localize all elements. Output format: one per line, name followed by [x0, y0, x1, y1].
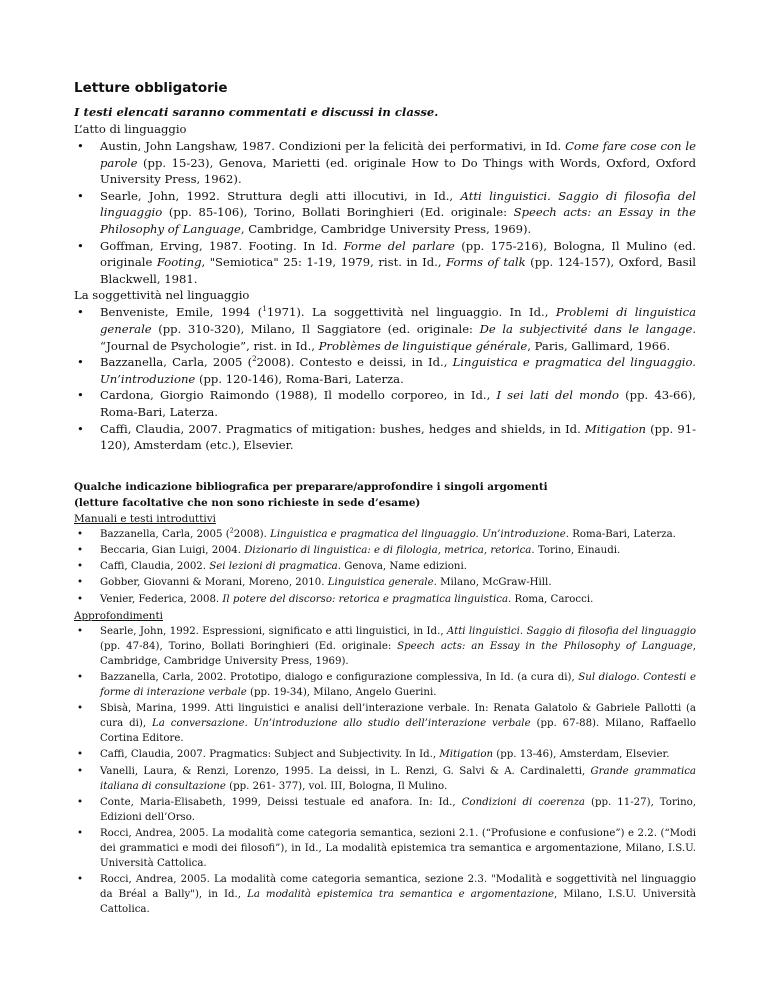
reference-text: Gobber, Giovanni & Morani, Moreno, 2010. — [100, 577, 328, 589]
reference-text: . Milano, McGraw-Hill. — [433, 577, 552, 589]
reference-text: . Genova, Name edizioni. — [337, 561, 467, 573]
reference-text: . Torino, Einaudi. — [531, 545, 621, 557]
reference-list — [74, 304, 696, 453]
reference-text: 1971). La soggettività nel linguaggio. In Id., — [266, 305, 556, 320]
italic-title: I sei lati del mondo — [496, 388, 619, 403]
reference-text: (pp. 13-46), Amsterdam, Elsevier. — [493, 749, 670, 761]
required-readings-section — [74, 80, 696, 454]
edition-superscript: 2 — [252, 354, 257, 364]
italic-title: Linguistica e pragmatica del linguaggio. Un’introduzione — [100, 355, 696, 386]
optional-readings-section — [74, 480, 696, 918]
reference-item — [74, 826, 696, 871]
reference-item — [74, 795, 696, 825]
italic-title: Mitigation — [584, 421, 646, 436]
italic-title: Linguistica generale — [327, 577, 434, 589]
reference-text: (pp. 85-106), Torino, Bollati Boringhieri (Ed. originale: — [162, 205, 514, 220]
reference-text: Benveniste, Emile, 1994 ( — [100, 305, 263, 320]
reference-list — [74, 624, 696, 918]
reference-item — [74, 527, 696, 542]
reference-text: Venier, Federica, 2008. — [100, 593, 223, 605]
italic-title: La conversazione. Un’introduzione allo studio dell’interazione verbale — [152, 718, 531, 730]
reference-text: Goffman, Erving, 1987. Footing. In Id. — [100, 238, 344, 253]
reference-item — [74, 701, 696, 746]
reference-text: Sbisà, Marina, 1999. Atti linguistici e analisi dell’interazione verbale. In: Renata Galatolo & Gabriele Pallotti (a cura di), — [100, 703, 696, 730]
reference-item — [74, 575, 696, 590]
reference-text: Beccaria, Gian Luigi, 2004. — [100, 545, 245, 557]
reference-item — [74, 138, 696, 188]
italic-title: Speech acts: an Essay in the Philosophy of Language — [397, 640, 693, 652]
reference-text: Bazzanella, Carla, 2005 ( — [100, 355, 253, 370]
reference-list — [74, 527, 696, 606]
reference-text: (pp. 43-66), Roma-Bari, Laterza. — [100, 388, 696, 419]
reference-text: (pp. 15-23), Genova, Marietti (ed. originale How to Do Things with Words, Oxford, Oxford University Press, 1962). — [100, 155, 696, 187]
italic-title: Atti linguistici. Saggio di filosofia del linguaggio — [100, 188, 696, 220]
italic-title: Come fare cose con le parole — [100, 139, 696, 170]
italic-title: Footing — [156, 255, 202, 270]
reference-text: (pp. 91-120), Amsterdam (etc.), Elsevier. — [100, 421, 696, 453]
reference-text: Searle, John, 1992. Struttura degli atti illocutivi, in Id., — [100, 188, 461, 203]
italic-title: Il potere del discorso: retorica e pragmatica linguistica — [222, 593, 509, 605]
reference-text: Austin, John Langshaw, 1987. Condizioni per la felicità dei performativi, in Id. — [100, 139, 566, 153]
reference-item — [74, 421, 696, 454]
reference-text: (pp. 310-320), Milano, Il Saggiatore (ed. originale: — [151, 321, 480, 336]
reference-text: Bazzanella, Carla, 2002. Prototipo, dialogo e configurazione complessiva, In Id. (a cura di), — [100, 671, 579, 683]
italic-title: Linguistica e pragmatica del linguaggio. Un’introduzione. — [270, 529, 570, 541]
italic-title: Condizioni di coerenza — [461, 796, 586, 808]
reference-text: Caffi, Claudia, 2002. — [100, 561, 210, 573]
reference-text: 2008). — [233, 529, 271, 541]
reference-text: Roma-Bari, Laterza. — [569, 529, 676, 541]
reference-item — [74, 764, 696, 794]
reference-text: “Journal de Psychologie”, rist. in Id., — [100, 338, 319, 353]
reference-item — [74, 188, 696, 238]
reference-item — [74, 543, 696, 558]
italic-title: De la subjectivité dans le langage. — [479, 321, 697, 336]
italic-title: Speech acts: an Essay in the Philosophy of Language — [100, 205, 696, 236]
reference-text: , "Semiotica" 25: 1-19, 1979, rist. in Id., — [201, 255, 447, 270]
edition-superscript: 1 — [262, 304, 267, 314]
italic-title: Forme del parlare — [343, 238, 455, 253]
italic-title: Problemi di linguistica generale — [100, 305, 697, 336]
italic-title: Sul dialogo. Contesti e forme di interazione verbale — [100, 671, 696, 699]
reference-item — [74, 304, 696, 354]
italic-title: La modalità epistemica tra semantica e argomentazione — [247, 889, 555, 901]
reference-item — [74, 387, 696, 420]
italic-title: Forms of talk — [446, 255, 526, 270]
reference-item — [74, 747, 696, 762]
reference-text: Searle, John, 1992. Espressioni, significato e atti linguistici, in Id., — [100, 625, 447, 637]
italic-title: Sei lezioni di pragmatica — [209, 561, 338, 573]
reference-text: (pp. 19-34), Milano, Angelo Guerini. — [246, 687, 437, 699]
reference-text: Rocci, Andrea, 2005. La modalità come categoria semantica, sezioni 2.1. (“Profusione e confusione”) e 2.2. (“Modi dei grammatici e modi dei filosofi”), in Id., La modalità epistemica tra semantica e argomentazione, Milano, I.S.U. Università Cattolica. — [100, 827, 696, 870]
reference-text: , Cambridge, Cambridge University Press, 1969). — [100, 640, 696, 667]
section-title: Letture obbligatorie — [74, 80, 228, 96]
section-note: I testi elencati saranno commentati e discussi in classe. — [74, 105, 439, 119]
reference-item — [74, 872, 696, 917]
reference-text: , Cambridge, Cambridge University Press, 1969). — [240, 221, 532, 236]
group-heading: Manuali e testi introduttivi — [74, 513, 216, 526]
reference-text: Caffi, Claudia, 2007. Pragmatics of mitigation: bushes, hedges and shields, in Id. — [100, 421, 585, 436]
reference-text: Bazzanella, Carla, 2005 ( — [100, 529, 230, 541]
reference-text: Vanelli, Laura, & Renzi, Lorenzo, 1995. La deissi, in L. Renzi, G. Salvi & A. Cardinaletti, — [100, 765, 591, 777]
edition-superscript: 2 — [229, 527, 234, 535]
reference-text: Rocci, Andrea, 2005. La modalità come categoria semantica, sezione 2.3. "Modalità e soggettività nel linguaggio da Bréal a Bally"), in Id., — [100, 874, 696, 901]
reference-text: 2008). Contesto e deissi, in Id., — [256, 355, 453, 370]
reference-item — [74, 592, 696, 607]
reference-item — [74, 238, 696, 288]
group-heading: Approfondimenti — [74, 609, 163, 622]
reference-text: (pp. 120-146), Roma-Bari, Laterza. — [195, 371, 404, 386]
reference-text: (pp. 47-84), Torino, Bollati Boringhieri (Ed. originale: — [100, 640, 398, 652]
group-heading: La soggettività nel linguaggio — [74, 288, 250, 303]
reference-text: (pp. 11-27), Torino, Edizioni dell’Orso. — [100, 796, 697, 823]
section-title: Qualche indicazione bibliografica per preparare/approfondire i singoli argomenti — [74, 481, 548, 493]
italic-title: Grande grammatica italiana di consultazione — [100, 765, 696, 792]
reference-item — [74, 354, 696, 387]
reference-text: Conte, Maria-Elisabeth, 1999, Deissi testuale ed anafora. In: Id., — [100, 796, 462, 808]
reference-text: Cardona, Giorgio Raimondo (1988), Il modello corporeo, in Id., — [100, 388, 497, 403]
reference-item — [74, 624, 696, 669]
reference-text: (pp. 175-216), Bologna, Il Mulino (ed. originale — [100, 238, 696, 270]
italic-title: Mitigation — [439, 749, 494, 761]
group-heading: L’atto di linguaggio — [74, 122, 187, 136]
reference-item — [74, 670, 696, 700]
section-subtitle: (letture facoltative che non sono richieste in sede d’esame) — [74, 496, 421, 509]
reference-text: (pp. 67-88). Milano, Raffaello Cortina Editore. — [100, 718, 697, 745]
reference-item — [74, 559, 696, 574]
reference-text: , Paris, Gallimard, 1966. — [527, 338, 671, 353]
reference-text: (pp. 261- 377), vol. III, Bologna, Il Mulino. — [225, 780, 448, 792]
reference-list — [74, 138, 696, 287]
reference-text: , Milano, I.S.U. Università Cattolica. — [100, 889, 697, 916]
italic-title: Problèmes de linguistique générale — [318, 338, 528, 353]
reference-text: . Roma, Carocci. — [508, 593, 594, 605]
reference-text: Caffi, Claudia, 2007. Pragmatics: Subject and Subjectivity. In Id., — [100, 749, 440, 761]
italic-title: Dizionario di linguistica: e di filologia, metrica, retorica — [244, 545, 532, 557]
reference-text: (pp. 124-157), Oxford, Basil Blackwell, 1981. — [100, 255, 696, 286]
italic-title: Atti linguistici. Saggio di filosofia del linguaggio — [446, 625, 696, 637]
